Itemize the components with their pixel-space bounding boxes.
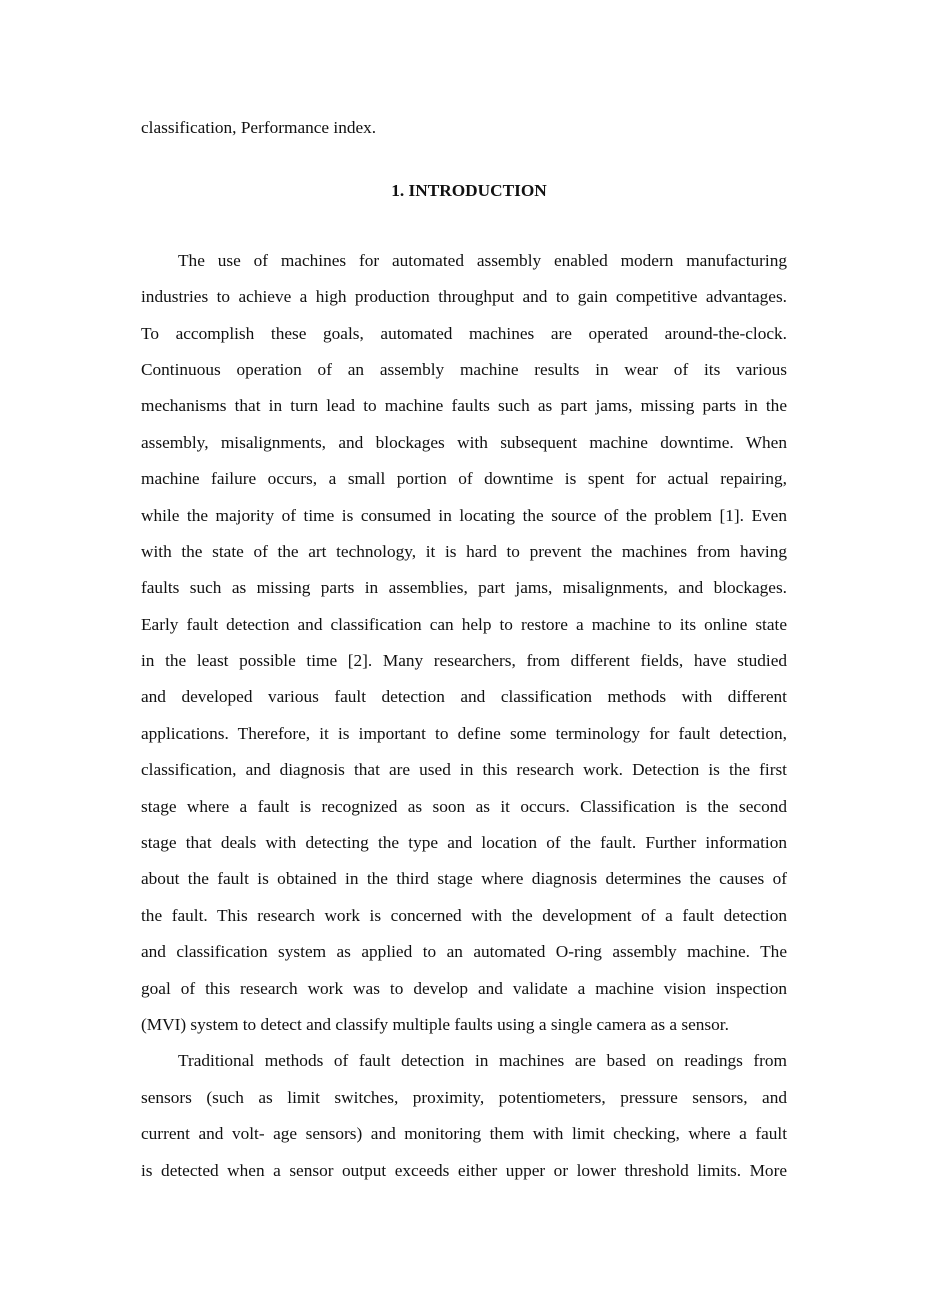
paragraph-line: and classification system as applied to an automated O-ring assembly machine. The	[141, 942, 787, 962]
paragraph-line: about the fault is obtained in the third stage where diagnosis determines the causes of	[141, 869, 787, 889]
paragraph-line: The use of machines for automated assembly enabled modern manufacturing	[178, 250, 787, 270]
paragraph-line-last: (MVI) system to detect and classify multiple faults using a single camera as a sensor.	[141, 1014, 729, 1034]
paragraph-line: while the majority of time is consumed in locating the source of the problem [1]. Even	[141, 505, 787, 525]
page-body	[141, 110, 787, 1189]
paragraph-line: Traditional methods of fault detection in machines are based on readings from	[178, 1051, 787, 1071]
paragraph-intro-2	[141, 1043, 787, 1189]
paragraph-line: Early fault detection and classification can help to restore a machine to its online state	[141, 614, 787, 634]
keywords-continuation: classification, Performance index.	[141, 118, 377, 137]
paragraph-line: To accomplish these goals, automated machines are operated around-the-clock.	[141, 323, 787, 343]
paragraph-line: assembly, misalignments, and blockages with subsequent machine downtime. When	[141, 432, 787, 452]
paragraph-line: industries to achieve a high production throughput and to gain competitive advantages.	[141, 287, 787, 307]
section-heading-introduction: 1. INTRODUCTION	[391, 181, 547, 201]
paragraph-line: is detected when a sensor output exceeds either upper or lower threshold limits. More	[141, 1160, 787, 1180]
paragraph-line: the fault. This research work is concerned with the development of a fault detection	[141, 905, 787, 925]
paragraph-intro-1	[141, 243, 787, 1044]
paragraph-line: applications. Therefore, it is important to define some terminology for fault detection,	[141, 723, 787, 743]
paragraph-line: stage where a fault is recognized as soon as it occurs. Classification is the second	[141, 796, 787, 816]
paragraph-line: current and volt- age sensors) and monitoring them with limit checking, where a fault	[141, 1124, 787, 1144]
paragraph-line: sensors (such as limit switches, proximity, potentiometers, pressure sensors, and	[141, 1087, 787, 1107]
paragraph-line: Continuous operation of an assembly machine results in wear of its various	[141, 359, 787, 379]
paragraph-line: faults such as missing parts in assemblies, part jams, misalignments, and blockages.	[141, 578, 787, 598]
paragraph-line: goal of this research work was to develop and validate a machine vision inspection	[141, 978, 787, 998]
paragraph-line: and developed various fault detection and classification methods with different	[141, 687, 787, 707]
paragraph-line: with the state of the art technology, it is hard to prevent the machines from having	[141, 541, 787, 561]
paragraph-line: machine failure occurs, a small portion of downtime is spent for actual repairing,	[141, 469, 787, 489]
paragraph-line: stage that deals with detecting the type and location of the fault. Further information	[141, 833, 787, 853]
paragraph-line: classification, and diagnosis that are used in this research work. Detection is the first	[141, 760, 787, 780]
paragraph-line: in the least possible time [2]. Many researchers, from different fields, have studied	[141, 651, 787, 671]
paragraph-line: mechanisms that in turn lead to machine faults such as part jams, missing parts in the	[141, 396, 787, 416]
